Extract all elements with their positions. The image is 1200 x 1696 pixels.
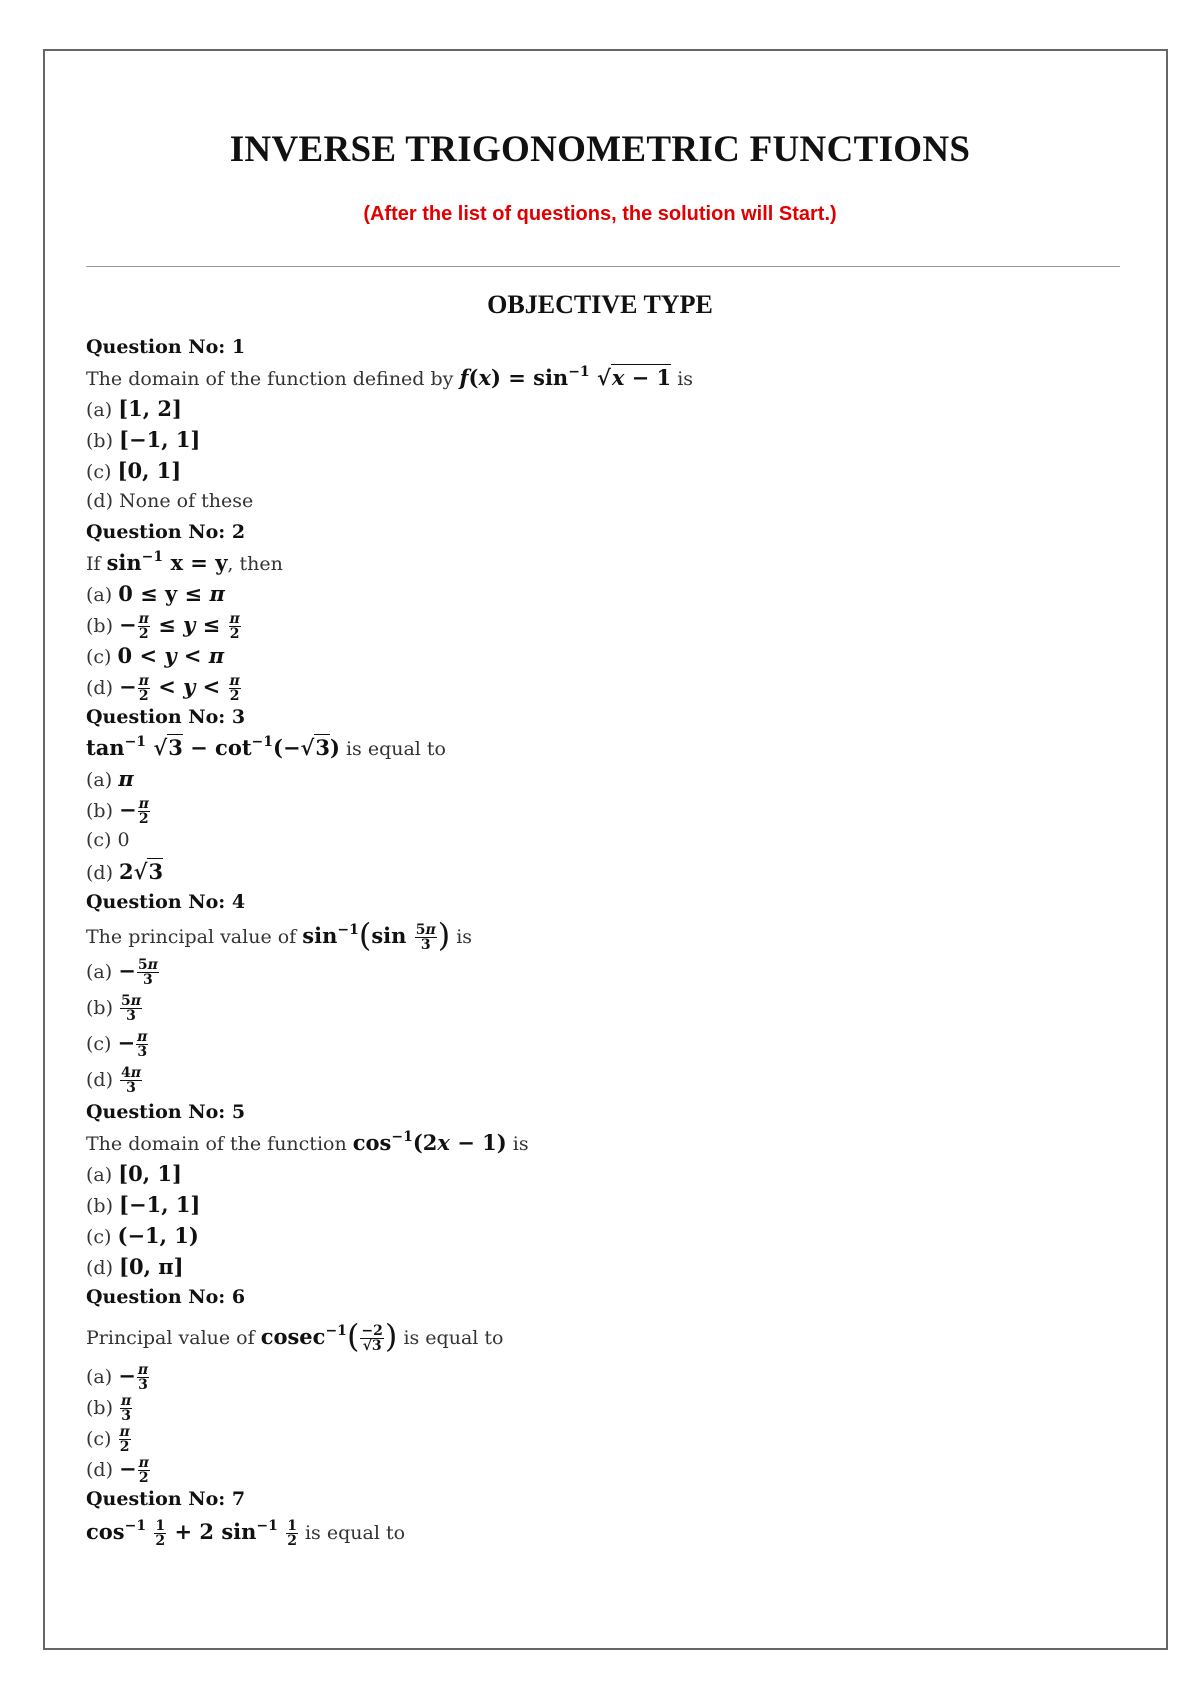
option: (c) 0	[86, 829, 130, 851]
math-expression: 2√3	[119, 859, 164, 884]
option: (b) [−1, 1]	[86, 427, 201, 452]
math-expression: − $\frac{\pi}{2}$ ≤ y ≤ $\frac{\pi}{2}$	[119, 611, 240, 642]
math-expression: $\tan^{-1} √3 - \cot^{-1}(-√3)$	[86, 734, 340, 760]
option: (d) − $\frac{\pi}{2}$ < y < $\frac{\pi}{2}$	[86, 673, 240, 704]
option: (c) 0 < y < π	[86, 643, 225, 668]
question-stem: $\cos^{-1}$ $\frac{1}{2}$ + 2 $\sin^{-1}$ $\frac{1}{2}$ is equal to	[86, 1518, 406, 1549]
math-expression: − $\frac{\pi}{2}$	[119, 796, 149, 827]
question-stem: The principal value of $\sin^{-1}(\sin$ $\frac{5\pi}{3}$ ) is	[86, 916, 473, 954]
math-expression: π	[118, 766, 134, 791]
question-heading: Question No: 7	[86, 1488, 246, 1510]
option: (a) π	[86, 766, 134, 791]
option: (b) $\frac{5\pi}{3}$	[86, 993, 142, 1024]
option: (d) − $\frac{\pi}{2}$	[86, 1455, 149, 1486]
option: (b) − $\frac{\pi}{2}$ ≤ y ≤ $\frac{\pi}{2}$	[86, 611, 240, 642]
page-title: INVERSE TRIGONOMETRIC FUNCTIONS	[229, 129, 971, 170]
math-expression: − $\frac{\pi}{2}$ < y < $\frac{\pi}{2}$	[119, 673, 240, 704]
option: (c) [0, 1]	[86, 458, 182, 483]
option: (b) $\frac{\pi}{3}$	[86, 1393, 132, 1424]
question-stem: The domain of the function defined by $f(x) = \sin^{-1} √x - 1$ is	[86, 364, 694, 390]
math-expression: − $\frac{\pi}{3}$	[117, 1029, 148, 1060]
question-heading: Question No: 4	[86, 891, 246, 913]
question-stem: Principal value of cosec$^{-1}$( $\frac{-2}{√3}$ ) is equal to	[86, 1317, 504, 1355]
option: (d) 2√3	[86, 859, 164, 884]
question-stem: $\tan^{-1} √3 - \cot^{-1}(-√3)$ is equal to	[86, 734, 446, 760]
option: (a) [0, 1]	[86, 1161, 182, 1186]
option: (c) (−1, 1)	[86, 1223, 199, 1248]
math-expression: $\frac{\pi}{2}$	[119, 1424, 130, 1455]
math-expression: 0 < y < π	[117, 643, 225, 668]
option: (c) $\frac{\pi}{2}$	[86, 1424, 130, 1455]
option: (d) [0, π]	[86, 1254, 184, 1279]
option: (b) − $\frac{\pi}{2}$	[86, 796, 149, 827]
math-expression: cosec$^{-1}$( $\frac{-2}{√3}$ )	[260, 1317, 398, 1355]
math-expression: $\cos^{-1}$ $\frac{1}{2}$ + 2 $\sin^{-1}$ $\frac{1}{2}$	[86, 1518, 297, 1549]
question-heading: Question No: 3	[86, 706, 246, 728]
question-stem: The domain of the function $\cos^{-1}(2x - 1)$ is	[86, 1129, 529, 1155]
math-expression: $\cos^{-1}(2x - 1)$	[352, 1129, 507, 1155]
option: (d) None of these	[86, 490, 254, 512]
option: (a) 0 ≤ y ≤ π	[86, 581, 225, 606]
divider	[86, 266, 1120, 267]
option: (d) $\frac{4\pi}{3}$	[86, 1065, 142, 1096]
math-expression: $f(x) = \sin^{-1} √x - 1$	[459, 364, 672, 390]
option: (b) [−1, 1]	[86, 1192, 201, 1217]
section-heading: OBJECTIVE TYPE	[487, 290, 713, 319]
math-expression: 0 ≤ y ≤ π	[118, 581, 225, 606]
question-heading: Question No: 2	[86, 521, 246, 543]
math-expression: $\sin^{-1}(\sin$ $\frac{5\pi}{3}$ )	[302, 916, 451, 954]
option: (a) − $\frac{\pi}{3}$	[86, 1362, 149, 1393]
question-heading: Question No: 5	[86, 1101, 246, 1123]
subtitle-note: (After the list of questions, the solution will Start.)	[363, 203, 837, 225]
math-expression: − $\frac{5\pi}{3}$	[118, 957, 158, 988]
math-expression: $\frac{\pi}{3}$	[121, 1393, 132, 1424]
question-stem: If $\sin^{-1} x = y$, then	[86, 549, 283, 575]
math-expression: $\frac{4\pi}{3}$	[121, 1065, 142, 1096]
question-list	[86, 332, 1116, 1550]
math-expression: − $\frac{\pi}{2}$	[119, 1455, 149, 1486]
math-expression: − $\frac{\pi}{3}$	[118, 1362, 149, 1393]
option: (a) − $\frac{5\pi}{3}$	[86, 957, 158, 988]
math-expression: $\frac{5\pi}{3}$	[121, 993, 142, 1024]
question-heading: Question No: 1	[86, 336, 246, 358]
option: (a) [1, 2]	[86, 396, 182, 421]
math-expression: $\sin^{-1} x = y$	[106, 549, 228, 575]
question-heading: Question No: 6	[86, 1286, 246, 1308]
option: (c) − $\frac{\pi}{3}$	[86, 1029, 148, 1060]
